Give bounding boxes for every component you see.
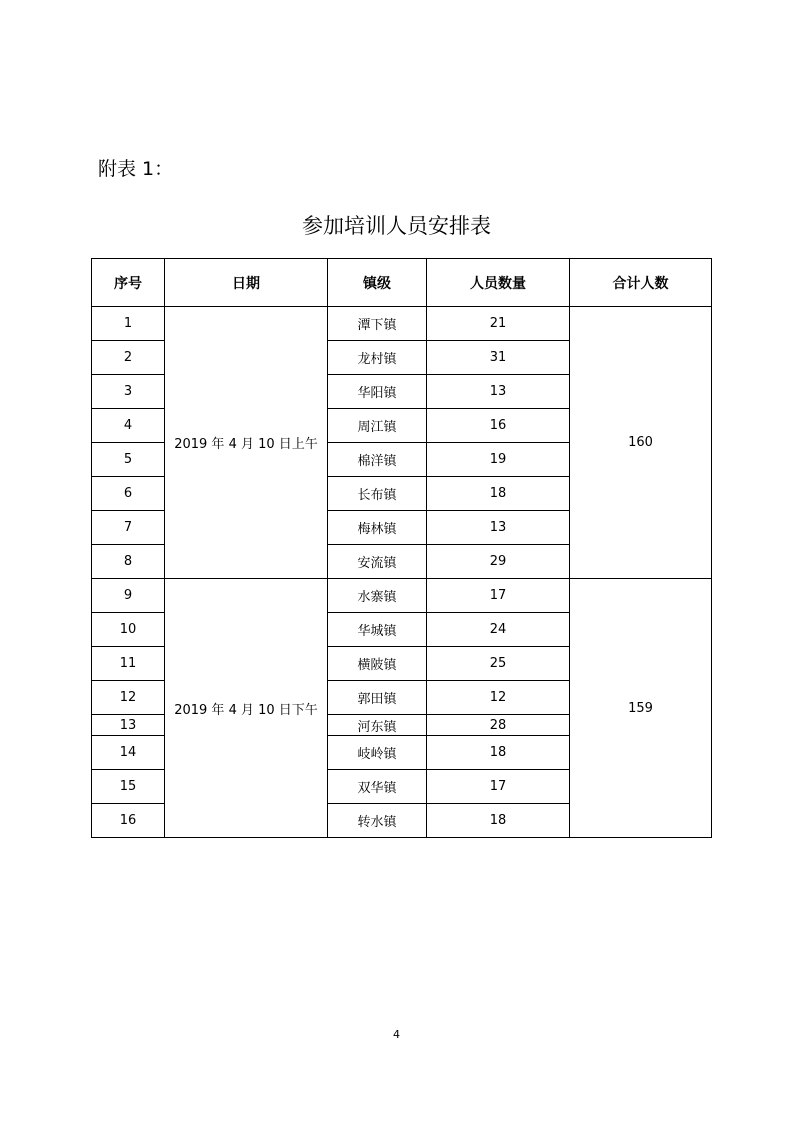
cell-town: 棉洋镇 (328, 443, 427, 477)
header-serial-number: 序号 (92, 259, 165, 307)
cell-serial-number: 11 (92, 647, 165, 681)
cell-count: 12 (427, 681, 570, 715)
cell-serial-number: 16 (92, 804, 165, 838)
cell-serial-number: 7 (92, 511, 165, 545)
cell-count: 18 (427, 804, 570, 838)
cell-serial-number: 1 (92, 307, 165, 341)
cell-count: 16 (427, 409, 570, 443)
header-town: 镇级 (328, 259, 427, 307)
cell-count: 17 (427, 770, 570, 804)
cell-serial-number: 2 (92, 341, 165, 375)
cell-serial-number: 5 (92, 443, 165, 477)
cell-town: 潭下镇 (328, 307, 427, 341)
training-schedule-table (91, 258, 712, 838)
cell-count: 13 (427, 511, 570, 545)
cell-town: 双华镇 (328, 770, 427, 804)
cell-town: 岐岭镇 (328, 736, 427, 770)
cell-total: 159 (570, 579, 712, 838)
cell-town: 安流镇 (328, 545, 427, 579)
appendix-label: 附表 1： (98, 158, 174, 180)
cell-town: 长布镇 (328, 477, 427, 511)
cell-town: 华阳镇 (328, 375, 427, 409)
page-number: 4 (393, 1028, 400, 1041)
cell-count: 18 (427, 477, 570, 511)
cell-count: 17 (427, 579, 570, 613)
cell-count: 21 (427, 307, 570, 341)
cell-count: 24 (427, 613, 570, 647)
cell-serial-number: 3 (92, 375, 165, 409)
cell-count: 31 (427, 341, 570, 375)
cell-town: 水寨镇 (328, 579, 427, 613)
cell-serial-number: 6 (92, 477, 165, 511)
cell-date: 2019 年 4 月 10 日上午 (165, 307, 328, 579)
cell-count: 28 (427, 715, 570, 736)
table-header-row (92, 259, 712, 307)
cell-serial-number: 10 (92, 613, 165, 647)
cell-count: 18 (427, 736, 570, 770)
cell-town: 转水镇 (328, 804, 427, 838)
header-total: 合计人数 (570, 259, 712, 307)
document-title: 参加培训人员安排表 (302, 214, 491, 238)
cell-town: 郭田镇 (328, 681, 427, 715)
cell-serial-number: 15 (92, 770, 165, 804)
cell-date: 2019 年 4 月 10 日下午 (165, 579, 328, 838)
cell-count: 13 (427, 375, 570, 409)
cell-total: 160 (570, 307, 712, 579)
cell-town: 梅林镇 (328, 511, 427, 545)
cell-serial-number: 12 (92, 681, 165, 715)
cell-count: 19 (427, 443, 570, 477)
cell-town: 周江镇 (328, 409, 427, 443)
cell-serial-number: 4 (92, 409, 165, 443)
header-date: 日期 (165, 259, 328, 307)
header-count: 人员数量 (427, 259, 570, 307)
cell-count: 25 (427, 647, 570, 681)
cell-serial-number: 13 (92, 715, 165, 736)
cell-town: 横陂镇 (328, 647, 427, 681)
cell-town: 华城镇 (328, 613, 427, 647)
table-row (92, 579, 712, 613)
cell-town: 龙村镇 (328, 341, 427, 375)
cell-serial-number: 9 (92, 579, 165, 613)
cell-serial-number: 8 (92, 545, 165, 579)
cell-town: 河东镇 (328, 715, 427, 736)
cell-serial-number: 14 (92, 736, 165, 770)
table-row (92, 307, 712, 341)
cell-count: 29 (427, 545, 570, 579)
